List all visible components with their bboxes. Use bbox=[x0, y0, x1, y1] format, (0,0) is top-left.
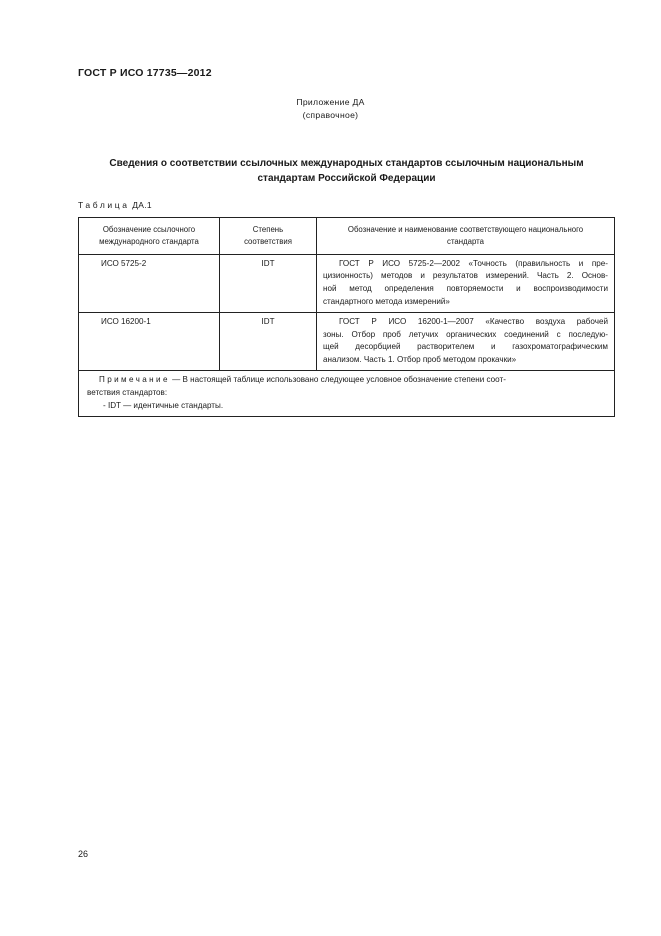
table-note-row bbox=[79, 370, 615, 416]
table-caption-id: ДА.1 bbox=[132, 200, 152, 210]
row-description-line: стандартного метода измерений» bbox=[323, 296, 450, 306]
row-description bbox=[317, 254, 615, 312]
table-caption bbox=[78, 200, 152, 210]
note-text: — В настоящей таблице использовано следующее условное обозначение степени соот- bbox=[172, 374, 506, 384]
header-reference-standard bbox=[79, 218, 220, 255]
header-col1-line2: международного стандарта bbox=[99, 237, 199, 247]
table-caption-label: Таблица bbox=[78, 200, 130, 210]
table-row bbox=[79, 312, 615, 370]
section-title-line-1: Сведения о соответствии ссылочных международных стандартов ссылочным национальным bbox=[109, 158, 584, 169]
note-line-2: ветствия стандартов: bbox=[87, 387, 168, 397]
page-number: 26 bbox=[78, 849, 89, 859]
row-description-line: ной метод определения повторяемости и воспроизводимости bbox=[323, 284, 608, 294]
row-description-line: ГОСТ Р ИСО 5725-2—2002 «Точность (правильность и пре- bbox=[339, 258, 608, 268]
row-degree: IDT bbox=[220, 254, 317, 312]
row-description-line: ГОСТ Р ИСО 16200-1—2007 «Качество воздуха рабочей bbox=[339, 316, 608, 326]
row-description-line: щей десорбцией растворителем и газохроматографическим bbox=[323, 342, 608, 352]
table-row bbox=[79, 254, 615, 312]
header-col1-line1: Обозначение ссылочного bbox=[102, 225, 196, 234]
header-col2-line1: Степень bbox=[252, 225, 284, 234]
table-header-row bbox=[79, 218, 615, 255]
note-label: Примечание bbox=[99, 374, 170, 384]
section-title bbox=[78, 157, 615, 186]
row-description-line: анализом. Часть 1. Отбор проб методом прокачки» bbox=[323, 355, 517, 365]
table-note bbox=[79, 370, 615, 416]
row-standard-code: ИСО 16200-1 bbox=[79, 312, 220, 370]
header-col3-line1: Обозначение и наименование соответствующего национального bbox=[347, 225, 584, 234]
appendix-subtitle: (справочное) bbox=[302, 110, 359, 120]
row-degree: IDT bbox=[220, 312, 317, 370]
header-national-standard bbox=[317, 218, 615, 255]
document-code: ГОСТ Р ИСО 17735—2012 bbox=[78, 67, 212, 79]
standards-table bbox=[78, 217, 615, 417]
note-line-3: - IDT — идентичные стандарты. bbox=[103, 400, 224, 410]
row-description-line: зоны. Отбор проб летучих органических соединений с последую- bbox=[323, 329, 608, 339]
appendix-heading bbox=[0, 96, 661, 122]
row-description bbox=[317, 312, 615, 370]
row-description-line: цизионность) методов и результатов измерений. Часть 2. Основ- bbox=[323, 271, 608, 281]
appendix-title: Приложение ДА bbox=[296, 97, 365, 107]
header-col3-line2: стандарта bbox=[447, 237, 484, 247]
header-degree bbox=[220, 218, 317, 255]
header-col2-line2: соответствия bbox=[244, 237, 292, 247]
section-title-line-2: стандартам Российской Федерации bbox=[257, 172, 436, 184]
note-line-1 bbox=[87, 374, 608, 387]
row-standard-code: ИСО 5725-2 bbox=[79, 254, 220, 312]
